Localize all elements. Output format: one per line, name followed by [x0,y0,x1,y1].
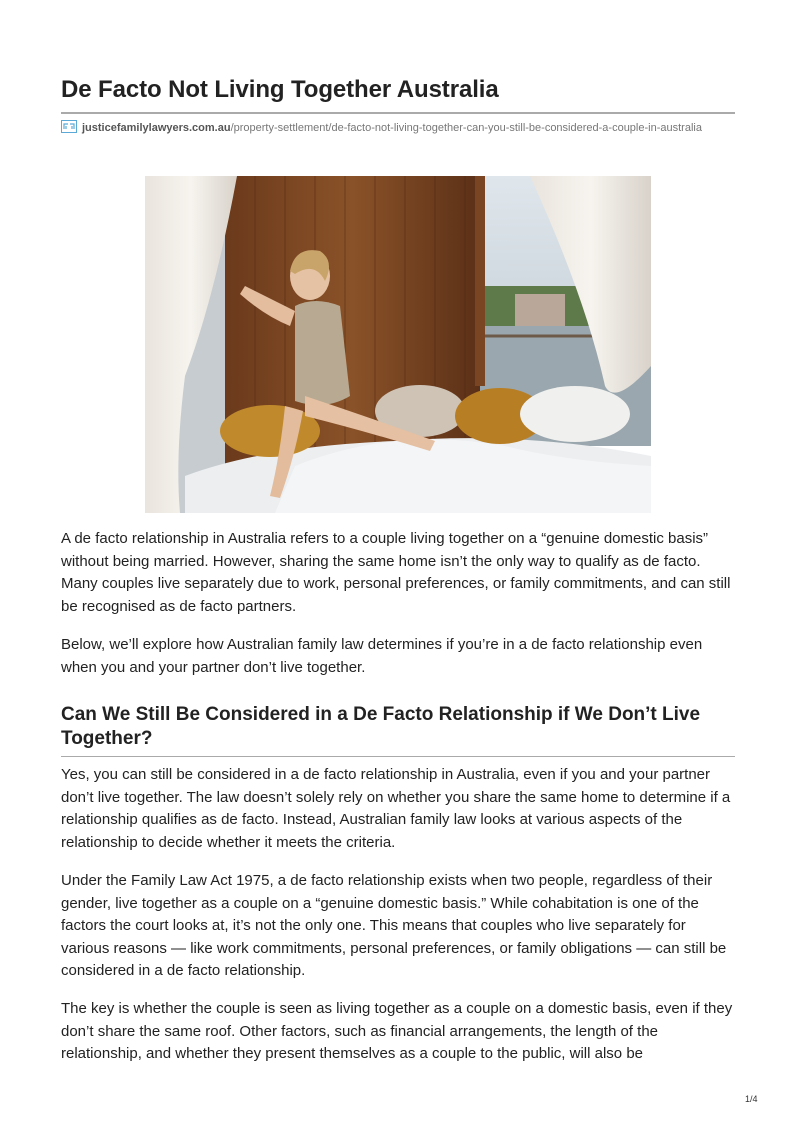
section-paragraph-3: The key is whether the couple is seen as living together as a couple on a domestic basis, even if they don’t share the same roof. Other factors, such as financial arrangements, the length of the relationship, and whether they present themselves as a couple to the public, will also be [61,1000,733,1062]
source-url[interactable] [61,120,735,136]
link-icon [61,120,77,133]
hero-image [145,176,651,513]
page-number: 1/4 [745,1094,758,1104]
section-divider [61,756,735,757]
page-title: De Facto Not Living Together Australia [61,76,499,103]
intro-paragraph-1: A de facto relationship in Australia refers to a couple living together on a “genuine domestic basis” without being married. However, sharing the same home isn’t the only way to qualify as de facto. Many couples live separately due to work, personal preferences, or family commitments, and can still be recognised as de facto partners. [61,530,731,615]
section-heading: Can We Still Be Considered in a De Facto Relationship if We Don’t Live Together? [61,704,701,749]
source-domain[interactable]: justicefamilylawyers.com.au [82,122,231,134]
title-divider [61,112,735,114]
source-path[interactable]: /property-settlement/de-facto-not-living-together-can-you-still-be-considered-a-couple-in-australia [230,122,702,134]
intro-paragraph-2: Below, we’ll explore how Australian family law determines if you’re in a de facto relationship even when you and your partner don’t live together. [61,636,703,676]
section-paragraph-1: Yes, you can still be considered in a de facto relationship in Australia, even if you and your partner don’t live together. The law doesn’t solely rely on whether you share the same home to determine if a relationship qualifies as de facto. Instead, Australian family law looks at various aspects of the relationship to decide whether it meets the criteria. [61,766,731,851]
section-paragraph-2: Under the Family Law Act 1975, a de facto relationship exists when two people, regardless of their gender, live together as a couple on a “genuine domestic basis.” While cohabitation is one of the factors the court looks at, it’s not the only one. This means that couples who live separately for various reasons — like work commitments, personal preferences, or family obligations — can still be considered in a de facto relationship. [61,872,727,979]
photo-woman-on-bed-icon [145,176,651,513]
